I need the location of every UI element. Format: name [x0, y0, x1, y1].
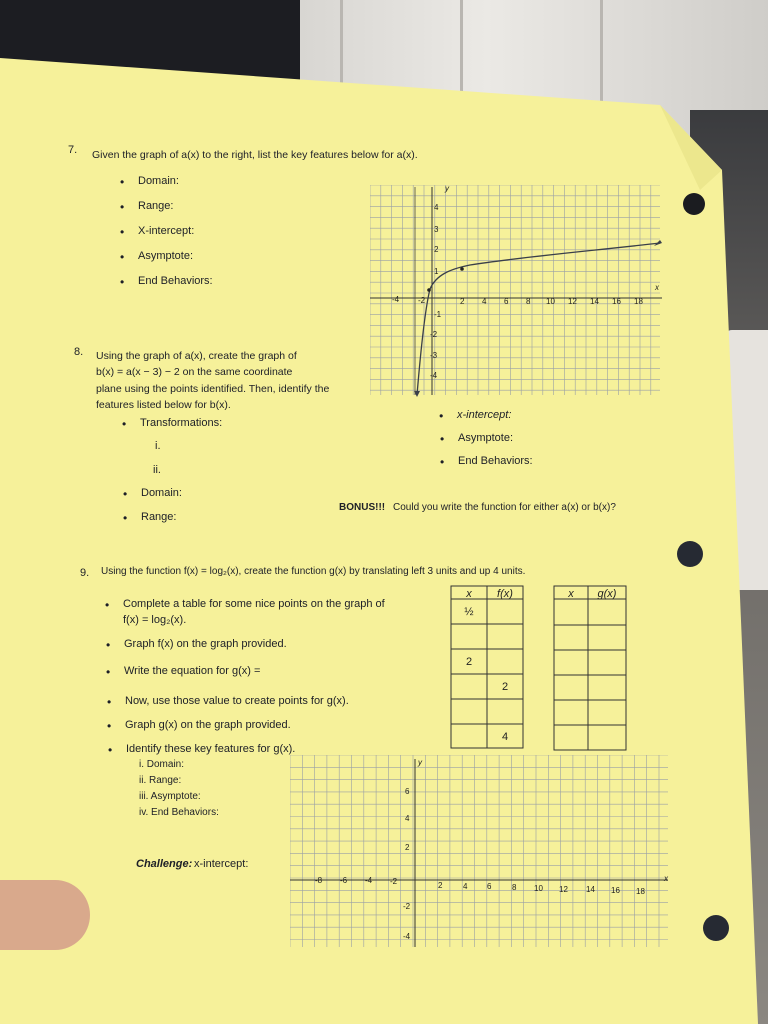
q9-tick-y: 4	[405, 814, 410, 823]
q9-axis-y-label: y	[418, 758, 422, 767]
q8-range: • Range:	[141, 512, 176, 523]
q9-tick-x: 10	[534, 884, 543, 893]
q8-line: Using the graph of a(x), create the graph of	[96, 350, 297, 362]
q7-axis-y-label: y	[445, 184, 449, 193]
q7-tick-y: -1	[434, 310, 442, 319]
q7-curve	[417, 243, 660, 395]
table-f-cell: ½	[464, 606, 474, 618]
table-f-cell: 2	[501, 681, 509, 693]
table-f-header-fx: f(x)	[497, 588, 513, 600]
q9-tick-y: -2	[403, 902, 411, 911]
q9-tick-x: 16	[611, 886, 620, 895]
q7-point	[427, 288, 431, 292]
q9-graph-grid	[290, 755, 668, 947]
thumb	[0, 880, 90, 950]
q7-tick-y: -2	[430, 330, 438, 339]
q9-graph	[290, 755, 675, 950]
q8-roman-i: i.	[155, 440, 161, 452]
q9-challenge-text: x-intercept:	[194, 858, 249, 870]
q7-point	[460, 267, 464, 271]
punch-hole	[703, 915, 729, 941]
punch-hole	[677, 541, 703, 567]
q9-sub-range: ii. Range:	[139, 775, 182, 786]
q9-axis-x-label: x	[664, 874, 668, 883]
table-f-cell: 2	[465, 656, 473, 668]
q7-number: 7.	[68, 144, 78, 156]
q9-tick-x: 14	[586, 885, 595, 894]
q7-tick-x: 8	[526, 297, 531, 306]
q9-bullet-table: • Complete a table for some nice points on the graph of	[123, 599, 385, 610]
q8-bonus-text: Could you write the function for either a(x) or b(x)?	[393, 502, 616, 513]
q7-tick-y: 3	[434, 225, 439, 234]
q7-tick-x: -2	[418, 296, 426, 305]
q7-tick-x: 16	[612, 297, 621, 306]
q7-domain: • Domain:	[138, 176, 179, 187]
q9-challenge-label: Challenge:	[136, 858, 193, 870]
q9-number: 9.	[80, 567, 90, 579]
punch-hole	[683, 193, 705, 215]
q8-number: 8.	[74, 346, 84, 358]
q7-tick-x: 12	[568, 297, 577, 306]
q9-prompt: Using the function f(x) = log₂(x), create the function g(x) by translating left 3 units and up 4 units.	[101, 566, 526, 577]
q9-sub-end-behaviors: iv. End Behaviors:	[139, 807, 219, 818]
q8-bonus-label: BONUS!!!	[339, 502, 386, 513]
q7-tick-x: 18	[634, 297, 643, 306]
q9-tick-y: 6	[405, 787, 410, 796]
q7-tick-y: -4	[430, 371, 438, 380]
q8-line: features listed below for b(x).	[96, 399, 231, 411]
q9-tick-x: 4	[463, 882, 468, 891]
q9-tick-x: -8	[315, 876, 323, 885]
q7-tick-x: 4	[482, 297, 487, 306]
q7-prompt: Given the graph of a(x) to the right, list the key features below for a(x).	[92, 149, 418, 161]
table-g-header-x: x	[568, 588, 574, 600]
q7-tick-y: 2	[434, 245, 439, 254]
q9-bullet-graph-g: • Graph g(x) on the graph provided.	[125, 720, 291, 731]
q7-tick-y: 4	[434, 203, 439, 212]
q9-bullet-points: • Now, use those value to create points for g(x).	[125, 696, 349, 707]
q9-sub-asymptote: iii. Asymptote:	[139, 791, 201, 802]
table-g-header-gx: g(x)	[597, 588, 617, 600]
q7-asymptote: • Asymptote:	[138, 251, 193, 262]
q7-tick-y: -3	[430, 351, 438, 360]
q7-tick-x: 14	[590, 297, 599, 306]
q9-tick-x: 18	[636, 887, 645, 896]
q7-tick-x: 10	[546, 297, 555, 306]
q9-tick-x: -4	[365, 876, 373, 885]
q9-tick-x: 12	[559, 885, 568, 894]
q7-x-intercept: • X-intercept:	[138, 226, 194, 237]
q9-tick-x: 6	[487, 882, 492, 891]
q9-bullet-features: • Identify these key features for g(x).	[126, 744, 295, 755]
q8-line: b(x) = a(x − 3) − 2 on the same coordinate	[96, 366, 293, 378]
q7-tick-y: 1	[434, 267, 439, 276]
q7-end-behaviors: • End Behaviors:	[138, 276, 213, 287]
q8-roman-ii: ii.	[153, 464, 161, 476]
q8-x-intercept: • x-intercept:	[457, 410, 511, 421]
q7-graph-grid	[370, 185, 660, 395]
q8-line: plane using the points identified. Then, identify the	[96, 383, 330, 395]
q9-fx-eq: f(x) = log₂(x).	[123, 614, 187, 626]
table-g	[553, 585, 629, 753]
q8-domain: • Domain:	[141, 488, 182, 499]
q8-end-behaviors: • End Behaviors:	[458, 456, 533, 467]
q9-tick-x: -6	[340, 876, 348, 885]
q9-tick-y: 2	[405, 843, 410, 852]
q9-tick-x: 8	[512, 883, 517, 892]
q7-axis-x-label: x	[655, 283, 659, 292]
q7-tick-x: -4	[392, 295, 400, 304]
q9-tick-y: -4	[403, 932, 411, 941]
q9-tick-x: -2	[390, 877, 398, 886]
q9-bullet-equation: • Write the equation for g(x) =	[124, 666, 260, 677]
q7-tick-x: 6	[504, 297, 509, 306]
q8-transformations: • Transformations:	[140, 418, 222, 429]
q9-bullet-graph-f: • Graph f(x) on the graph provided.	[124, 639, 287, 650]
q7-graph	[370, 185, 670, 400]
q7-range: • Range:	[138, 201, 173, 212]
table-f-header-x: x	[466, 588, 472, 600]
table-f-cell: 4	[501, 731, 509, 743]
q9-sub-domain: i. Domain:	[139, 759, 185, 770]
q8-asymptote: • Asymptote:	[458, 433, 513, 444]
q9-tick-x: 2	[438, 881, 443, 890]
q7-tick-x: 2	[460, 297, 465, 306]
